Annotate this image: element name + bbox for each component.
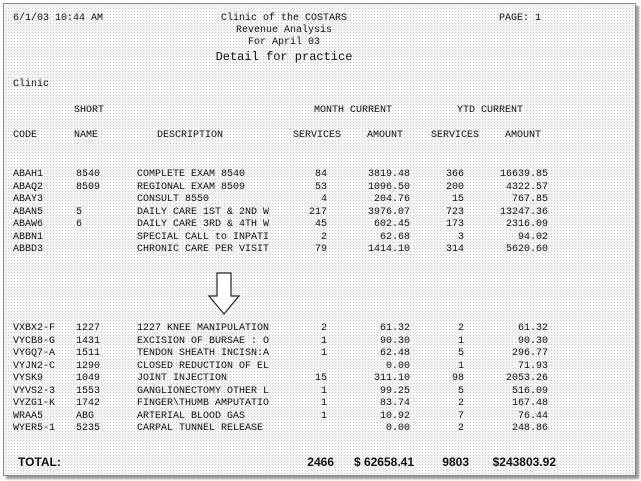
cell-y-amount: 5620.60 (505, 244, 548, 255)
cell-m-amount: 311.10 (373, 373, 410, 384)
cell-name: 8509 (76, 181, 101, 193)
cell-y-services: 5 (457, 385, 464, 397)
total-ytd-amount: $243803.92 (492, 455, 556, 469)
cell-y-services: 98 (451, 373, 464, 384)
cell-code: ABAY3 (13, 194, 44, 205)
cell-name: 5235 (76, 423, 101, 434)
cell-desc: SPECIAL CALL to INPATI (137, 231, 270, 243)
cell-desc: JOINT INJECTION (137, 373, 228, 384)
detail-title: Detail for practice (215, 50, 353, 64)
report-name: Revenue Analysis (235, 25, 332, 36)
cell-code: VYVS2-3 (13, 385, 56, 397)
cell-name: 1227 (76, 323, 101, 334)
cell-desc: CONSULT 8550 (137, 194, 210, 205)
cell-code: VYZG1-K (13, 398, 56, 409)
cell-m-amount: 1096.50 (367, 181, 410, 193)
clinic-title: Clinic of the COSTARS (220, 13, 348, 24)
report-period: For April 03 (247, 37, 320, 48)
cell-y-amount: 248.86 (511, 423, 548, 434)
cell-y-amount: 94.02 (517, 231, 548, 243)
col-name: NAME (74, 130, 99, 141)
cell-y-amount: 2316.09 (505, 219, 548, 230)
cell-y-amount: 2053.26 (505, 373, 548, 384)
cell-name: 5 (76, 206, 83, 218)
total-label: TOTAL: (18, 455, 61, 469)
cell-desc: FINGER\THUMB AMPUTATIO (137, 398, 270, 409)
cell-m-amount: 62.68 (379, 231, 410, 243)
col-ytd-current: YTD CURRENT (457, 105, 524, 116)
cell-m-amount: 83.74 (379, 398, 410, 409)
cell-y-services: 7 (457, 410, 464, 422)
cell-m-amount: 602.45 (373, 219, 410, 230)
col-ytd-amount: AMOUNT (505, 130, 542, 141)
cell-y-amount: 61.32 (517, 323, 548, 334)
cell-m-services: 79 (314, 244, 327, 255)
cell-desc: 1227 KNEE MANIPULATION (137, 323, 270, 334)
cell-y-services: 1 (457, 335, 464, 347)
report-page (3, 3, 636, 476)
section-label: Clinic (13, 79, 50, 90)
cell-y-amount: 167.48 (511, 398, 548, 409)
cell-m-amount: 3819.48 (367, 169, 410, 180)
cell-m-services: 15 (314, 373, 327, 384)
cell-m-services: 1 (320, 398, 327, 409)
cell-m-services: 217 (308, 206, 327, 218)
cell-y-services: 366 (445, 169, 464, 180)
cell-code: ABAW6 (13, 219, 44, 230)
cell-name: 1553 (76, 385, 101, 397)
cell-code: ABAH1 (13, 169, 44, 180)
cell-y-amount: 767.85 (511, 194, 548, 205)
cell-code: ABBN1 (13, 231, 44, 243)
cell-m-services: 1 (320, 348, 327, 359)
cell-desc: TENDON SHEATH INCISN:A (137, 348, 270, 359)
cell-m-services: 1 (320, 335, 327, 347)
cell-name: 1511 (76, 348, 101, 359)
cell-code: VYJN2-C (13, 360, 56, 372)
cell-y-services: 173 (445, 219, 464, 230)
cell-desc: COMPLETE EXAM 8540 (137, 169, 246, 180)
cell-code: ABAN5 (13, 206, 44, 218)
page-number: PAGE: 1 (499, 13, 542, 24)
cell-m-amount: 99.25 (379, 385, 410, 397)
cell-y-services: 2 (457, 398, 464, 409)
cell-y-amount: 76.44 (517, 410, 548, 422)
cell-name: 1290 (76, 360, 101, 372)
cell-code: ABBD3 (13, 244, 44, 255)
cell-m-services: 2 (320, 323, 327, 334)
cell-y-amount: 4322.57 (505, 181, 548, 193)
cell-m-amount: 61.32 (379, 323, 410, 334)
col-code: CODE (13, 130, 38, 141)
cell-name: 8540 (76, 169, 101, 180)
cell-m-services: 1 (320, 385, 327, 397)
cell-m-services: 1 (320, 410, 327, 422)
cell-desc: CHRONIC CARE PER VISIT (137, 244, 270, 255)
cell-code: WRAA5 (13, 410, 44, 422)
cell-code: WYER5-1 (13, 423, 56, 434)
total-ytd-services: 9803 (442, 455, 469, 469)
cell-desc: CLOSED REDUCTION OF EL (137, 360, 270, 372)
cell-desc: ARTERIAL BLOOD GAS (137, 410, 246, 422)
total-month-amount: $ 62658.41 (353, 455, 414, 469)
cell-m-services: 2 (320, 231, 327, 243)
cell-name: ABG (76, 410, 95, 422)
cell-m-amount: 0.00 (385, 360, 410, 372)
cell-m-amount: 90.30 (379, 335, 410, 347)
cell-m-amount: 1414.10 (367, 244, 410, 255)
cell-code: VYGQ7-A (13, 348, 56, 359)
cell-desc: DAILY CARE 3RD & 4TH W (137, 219, 270, 230)
cell-y-amount: 296.77 (511, 348, 548, 359)
report-datetime: 6/1/03 10:44 AM (13, 13, 104, 24)
cell-m-services: 53 (314, 181, 327, 193)
cell-y-services: 5 (457, 348, 464, 359)
cell-m-amount: 10.92 (379, 410, 410, 422)
cell-desc: GANGLIONECTOMY OTHER L (137, 385, 270, 397)
col-short: SHORT (74, 105, 105, 116)
cell-y-amount: 16639.85 (499, 169, 548, 180)
cell-code: ABAQ2 (13, 181, 44, 193)
cell-m-services: 4 (320, 194, 327, 205)
cell-y-services: 15 (451, 194, 464, 205)
cell-name: 1431 (76, 335, 101, 347)
cell-m-services: 84 (314, 169, 327, 180)
cell-y-services: 1 (457, 360, 464, 372)
cell-y-amount: 71.93 (517, 360, 548, 372)
cell-y-amount: 516.09 (511, 385, 548, 397)
col-month-amount: AMOUNT (367, 130, 404, 141)
cell-name: 1049 (76, 373, 101, 384)
cell-y-services: 723 (445, 206, 464, 218)
cell-desc: DAILY CARE 1ST & 2ND W (137, 206, 270, 218)
cell-y-services: 3 (457, 231, 464, 243)
cell-y-services: 2 (457, 423, 464, 434)
cell-y-services: 2 (457, 323, 464, 334)
cell-code: VXBX2-F (13, 323, 56, 334)
cell-m-amount: 3976.07 (367, 206, 410, 218)
cell-name: 6 (76, 219, 83, 230)
cell-y-services: 314 (445, 244, 464, 255)
cell-y-amount: 13247.36 (499, 206, 548, 218)
cell-desc: REGIONAL EXAM 8509 (137, 181, 246, 193)
total-month-services: 2466 (307, 455, 334, 469)
cell-desc: CARPAL TUNNEL RELEASE (137, 423, 264, 434)
cell-code: VYSK9 (13, 373, 44, 384)
col-month-services: SERVICES (293, 130, 342, 141)
cell-m-amount: 0.00 (385, 423, 410, 434)
down-arrow-icon (207, 272, 241, 316)
cell-y-services: 200 (445, 181, 464, 193)
col-description: DESCRIPTION (157, 130, 224, 141)
cell-m-services: 45 (314, 219, 327, 230)
col-ytd-services: SERVICES (431, 130, 480, 141)
col-month-current: MONTH CURRENT (314, 105, 393, 116)
cell-m-amount: 204.76 (373, 194, 410, 205)
cell-m-amount: 62.48 (379, 348, 410, 359)
cell-desc: EXCISION OF BURSAE : O (137, 335, 270, 347)
cell-code: VYCB8-G (13, 335, 56, 347)
cell-y-amount: 90.30 (517, 335, 548, 347)
cell-name: 1742 (76, 398, 101, 409)
